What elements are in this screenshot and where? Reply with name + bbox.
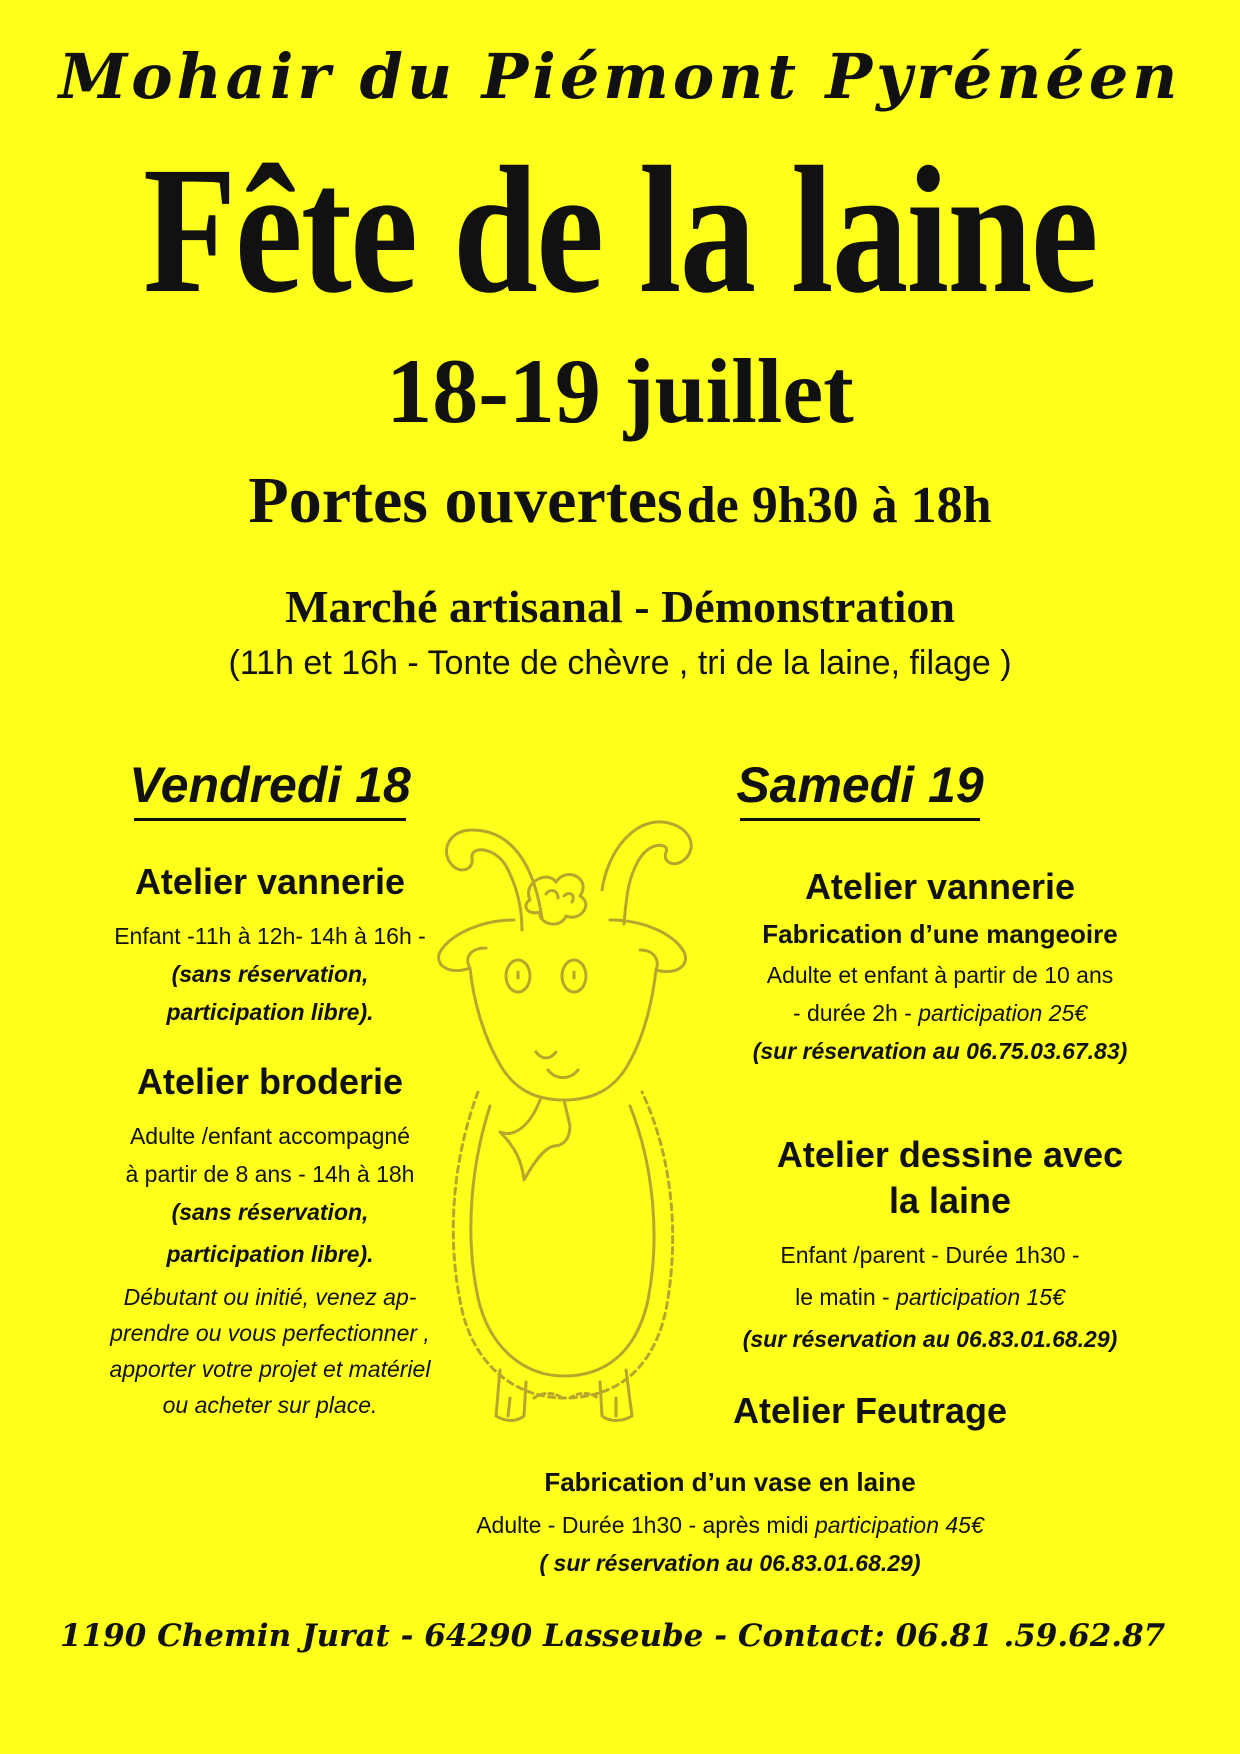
workshop-line: (sans réservation,: [171, 961, 369, 987]
event-dates: 18-19 juillet: [386, 340, 854, 442]
demonstration-detail: (11h et 16h - Tonte de chèvre , tri de la laine, filage ): [228, 644, 1012, 682]
saturday-workshop-vannerie: [700, 866, 1180, 1070]
event-title: Fête de la laine: [143, 130, 1097, 331]
workshop-line: apporter votre projet et matériel: [109, 1356, 431, 1382]
saturday-column: [690, 756, 1190, 821]
workshop-price: participation 45€: [814, 1512, 984, 1538]
workshop-line: [700, 1278, 1160, 1316]
workshop-line: prendre ou vous perfectionner ,: [110, 1320, 430, 1346]
workshop-reservation: ( sur réservation au 06.83.01.68.29): [539, 1550, 921, 1576]
workshop-line: (sans réservation,: [171, 1199, 369, 1225]
workshop-reservation: (sur réservation au 06.75.03.67.83): [752, 1038, 1128, 1064]
workshop-line: Débutant ou initié, venez ap-: [123, 1284, 417, 1310]
workshop-subtitle: Fabrication d’une mangeoire: [762, 919, 1118, 949]
workshop-duration: Adulte - Durée 1h30 - après midi: [476, 1512, 815, 1538]
saturday-workshop-dessine: [740, 1132, 1160, 1224]
address-contact: 1190 Chemin Jurat - 64290 Lasseube - Contact: 06.81 .59.62.87: [60, 1618, 1166, 1654]
market-demonstration: Marché artisanal - Démonstration: [285, 581, 955, 632]
workshop-line: ou acheter sur place.: [162, 1392, 378, 1418]
workshop-duration: - durée 2h -: [792, 1000, 919, 1026]
friday-underline: [134, 818, 406, 821]
saturday-workshop-dessine-details: [700, 1236, 1160, 1358]
workshop-title: la laine: [888, 1180, 1012, 1221]
workshop-line: Adulte /enfant accompagné: [129, 1123, 411, 1149]
workshop-line: [700, 994, 1180, 1032]
workshop-title: Atelier broderie: [136, 1061, 404, 1102]
workshop-title: Atelier dessine avec: [776, 1134, 1124, 1175]
friday-column: [40, 756, 500, 1423]
workshop-price: participation 15€: [896, 1284, 1065, 1310]
hours-range: de 9h30 à 18h: [686, 477, 992, 534]
workshop-title: Atelier vannerie: [134, 861, 406, 902]
saturday-workshop-feutrage-title: [700, 1390, 1040, 1432]
workshop-title: Atelier Feutrage: [732, 1390, 1008, 1431]
workshop-line: Enfant /parent - Durée 1h30 -: [780, 1242, 1080, 1268]
friday-workshop-vannerie: [40, 861, 500, 1031]
workshop-time: le matin -: [795, 1284, 897, 1310]
workshop-reservation: (sur réservation au 06.83.01.68.29): [742, 1326, 1118, 1352]
saturday-workshop-feutrage: [420, 1462, 1040, 1582]
open-days-label: Portes ouvertes: [248, 464, 683, 537]
workshop-price: participation 25€: [918, 1000, 1088, 1026]
friday-heading: Vendredi 18: [129, 757, 411, 813]
friday-workshop-broderie: [40, 1061, 500, 1423]
workshop-line: à partir de 8 ans - 14h à 18h: [125, 1161, 415, 1187]
opening-hours: [0, 464, 1240, 537]
workshop-line: [420, 1506, 1040, 1544]
association-name: Mohair du Piémont Pyrénéen: [58, 40, 1182, 113]
workshop-line: Enfant -11h à 12h- 14h à 16h -: [114, 923, 426, 949]
workshop-subtitle: Fabrication d’un vase en laine: [544, 1467, 916, 1497]
saturday-heading: Samedi 19: [736, 757, 984, 813]
workshop-title: Atelier vannerie: [804, 866, 1076, 907]
saturday-underline: [740, 818, 980, 821]
workshop-line: participation libre).: [166, 999, 374, 1025]
workshop-line: Adulte et enfant à partir de 10 ans: [766, 962, 1114, 988]
workshop-line: participation libre).: [166, 1241, 374, 1267]
